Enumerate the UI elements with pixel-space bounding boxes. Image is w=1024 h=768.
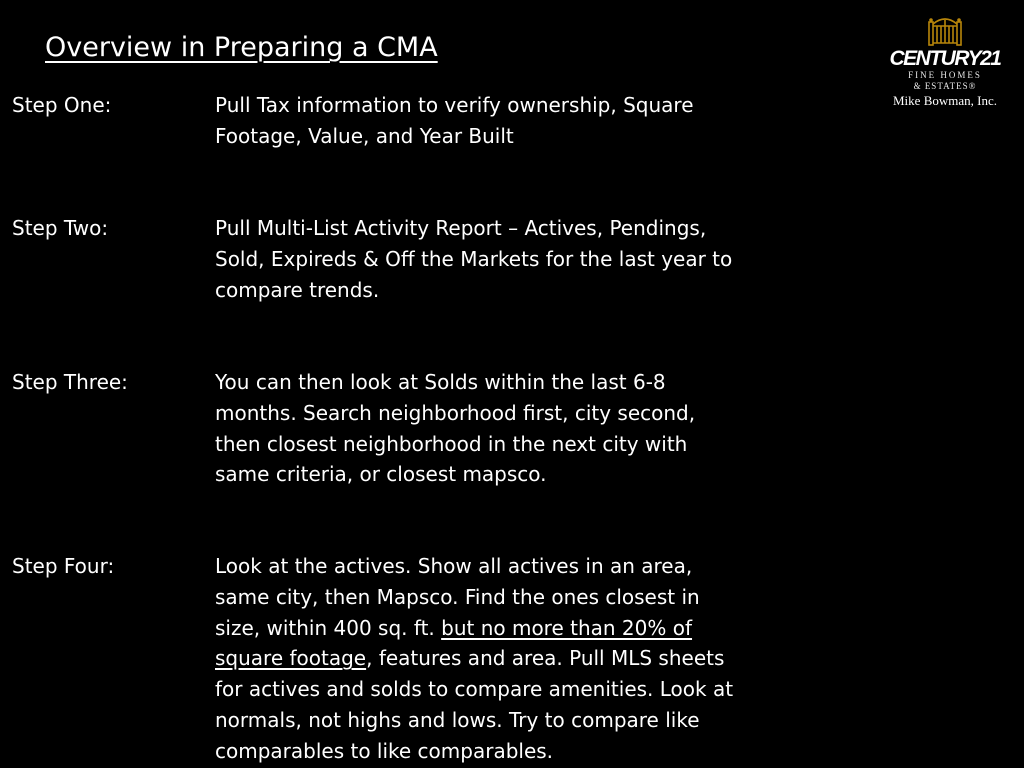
step-two-line: compare trends. (215, 277, 380, 302)
step-one-line: Pull Tax information to verify ownership, Square (215, 93, 694, 117)
step-one-label: Step One: (12, 93, 112, 117)
logo-company-name: Mike Bowman, Inc. (893, 93, 997, 108)
step-four-line: normals, not highs and lows. Try to compare like (215, 707, 700, 732)
step-four-label: Step Four: (12, 554, 115, 578)
step-two-label: Step Two: (12, 216, 109, 240)
step-four-underlined-text: square footage (215, 646, 367, 671)
step-one-text (215, 90, 885, 152)
logo-subtitle: FINE HOMES (908, 70, 982, 80)
step-four-text-plain: , features and area. Pull MLS sheets (366, 646, 725, 671)
century21-logo (880, 12, 1010, 109)
step-four-underlined-text: but no more than 20% of (441, 615, 693, 640)
step-one-line: Footage, Value, and Year Built (215, 123, 514, 148)
step-three-label: Step Three: (12, 370, 128, 394)
step-three-line: same criteria, or closest mapsco. (215, 462, 547, 487)
step-four-text-plain: size, within 400 sq. ft. (215, 615, 442, 640)
logo-subtitle: & ESTATES® (913, 81, 977, 91)
step-three-line: then closest neighborhood in the next city with (215, 431, 688, 456)
step-four-line: comparables to like comparables. (215, 738, 554, 763)
step-four-line: same city, then Mapsco. Find the ones closest in (215, 584, 700, 609)
step-three-text (215, 367, 885, 490)
step-three-line: months. Search neighborhood first, city second, (215, 400, 696, 425)
step-two-text (215, 213, 885, 305)
step-four-line: for actives and solds to compare amenities. Look at (215, 677, 734, 702)
slide-title: Overview in Preparing a CMA (45, 32, 438, 63)
step-four-text (215, 551, 885, 767)
logo-brand: CENTURY21 (889, 47, 1001, 70)
step-four-line (215, 613, 885, 644)
gate-icon (927, 12, 963, 46)
step-two-line: Pull Multi-List Activity Report – Actives, Pendings, (215, 216, 707, 240)
step-three-line: You can then look at Solds within the last 6-8 (215, 370, 666, 394)
step-two-line: Sold, Expireds & Off the Markets for the last year to (215, 246, 733, 271)
step-four-line (215, 643, 885, 674)
step-four-line: Look at the actives. Show all actives in an area, (215, 554, 693, 578)
